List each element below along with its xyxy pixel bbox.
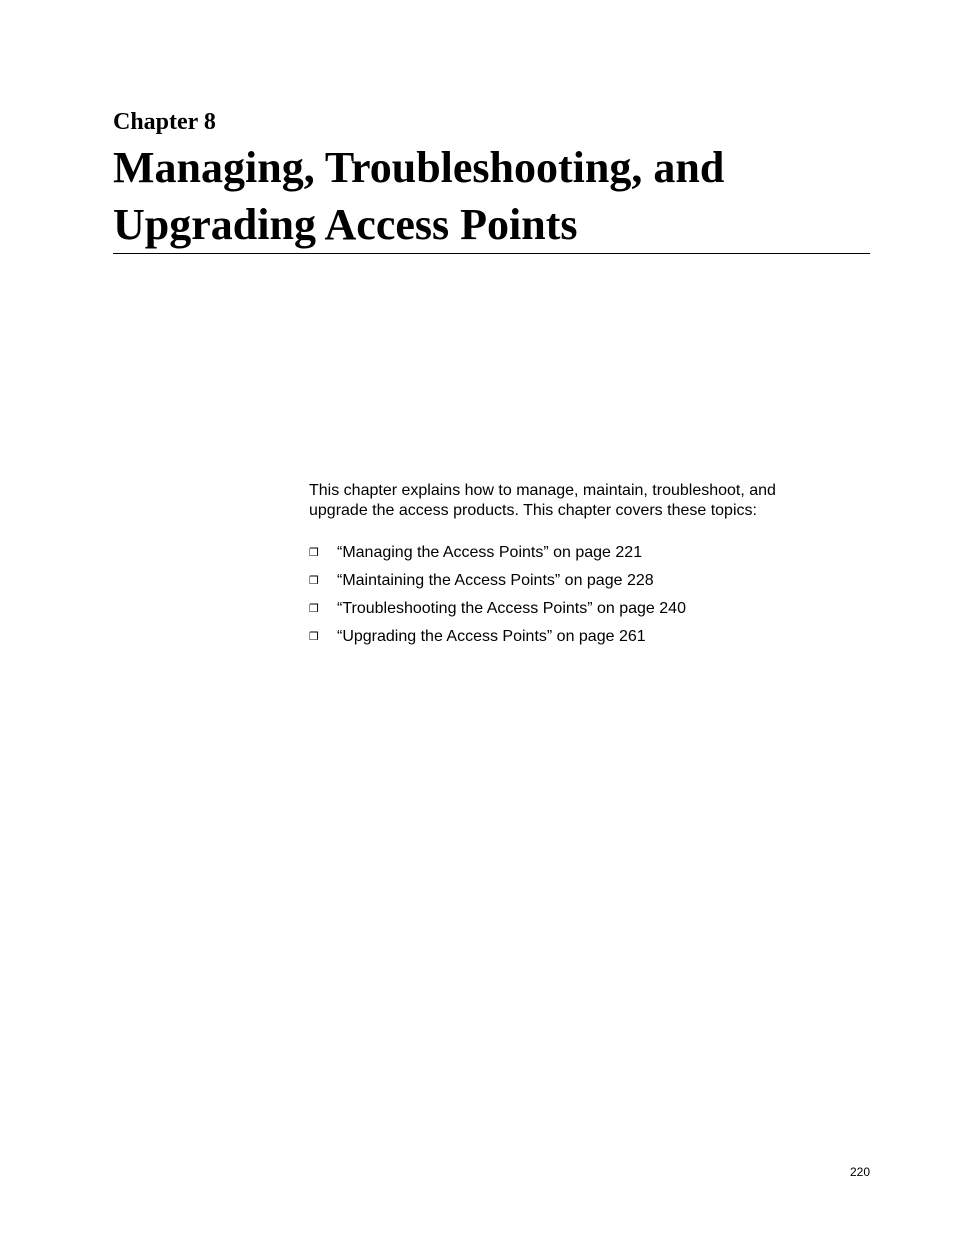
intro-paragraph: This chapter explains how to manage, maintain, troubleshoot, and upgrade the access products. This chapter covers these topics: [309,482,776,519]
topic-list [309,539,686,651]
checkbox-bullet-icon: ❒ [309,602,319,615]
topic-link-managing[interactable]: “Managing the Access Points” on page 221 [337,544,643,561]
topic-link-troubleshooting[interactable]: “Troubleshooting the Access Points” on page 240 [337,600,686,617]
page-number: 220 [849,1165,870,1179]
title-divider [113,253,870,254]
list-item [309,539,686,567]
list-item [309,595,686,623]
topic-link-upgrading[interactable]: “Upgrading the Access Points” on page 261 [337,628,646,645]
checkbox-bullet-icon: ❒ [309,574,319,587]
topic-link-maintaining[interactable]: “Maintaining the Access Points” on page 228 [337,572,654,589]
chapter-label: Chapter 8 [113,109,216,135]
list-item [309,567,686,595]
checkbox-bullet-icon: ❒ [309,546,319,559]
checkbox-bullet-icon: ❒ [309,630,319,643]
list-item [309,623,686,651]
chapter-title: Managing, Troubleshooting, and Upgrading Access Points [113,143,725,249]
